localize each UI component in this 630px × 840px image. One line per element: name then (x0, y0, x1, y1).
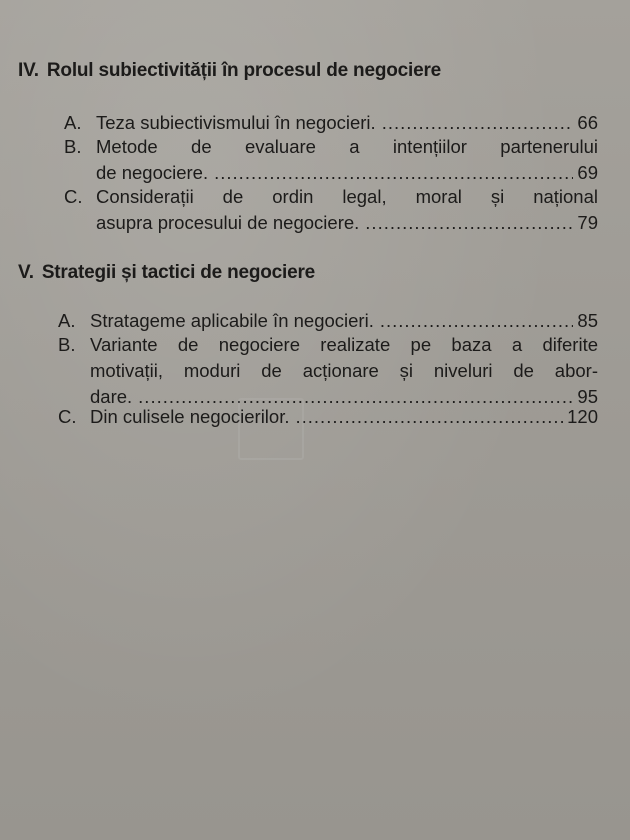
dot-leader (380, 308, 574, 334)
entry-text-line: asupra procesului de negociere. (96, 212, 360, 233)
dot-leader (296, 404, 564, 430)
page-number: 66 (577, 112, 598, 133)
page-number: 120 (567, 406, 598, 427)
entry-letter: A. (64, 112, 82, 133)
toc-entry-iv-b (64, 134, 598, 186)
entry-text-line: dare. (90, 386, 133, 407)
toc-entry-iv-c (64, 184, 598, 236)
toc-entry-v-a (58, 308, 598, 334)
section-number: IV. (18, 60, 39, 81)
toc-entry-v-b (58, 332, 598, 410)
entry-letter: B. (58, 334, 76, 355)
section-title-text: Strategii și tactici de negociere (41, 262, 316, 283)
section-number: V. (18, 262, 34, 283)
entry-text-line: Metode de evaluare a intențiilor partenerului (96, 136, 598, 157)
entry-letter: B. (64, 136, 82, 157)
toc-entry-v-c (58, 404, 598, 430)
entry-letter: C. (64, 186, 83, 207)
section-title-text: Rolul subiectivității în procesul de negociere (46, 60, 442, 81)
page-number: 85 (577, 310, 598, 331)
dot-leader (214, 160, 573, 186)
section-title-iv (18, 60, 441, 82)
entry-letter: A. (58, 310, 76, 331)
page-number: 79 (577, 212, 598, 233)
entry-letter: C. (58, 406, 77, 427)
entry-text-line: de negociere. (96, 162, 209, 183)
toc-entry-iv-a (64, 110, 598, 136)
dot-leader (365, 210, 573, 236)
entry-text-line: Stratageme aplicabile în negocieri. (90, 310, 374, 331)
dot-leader (382, 110, 574, 136)
entry-text-line: Din culisele negocierilor. (90, 406, 290, 427)
entry-text-line: Variante de negociere realizate pe baza a diferite (90, 334, 598, 355)
page-number: 95 (577, 386, 598, 407)
entry-text-line: Considerații de ordin legal, moral și național (96, 186, 598, 207)
watermark-logo (238, 398, 304, 460)
entry-text-line: motivații, moduri de acționare și niveluri de abor- (90, 360, 598, 381)
page-number: 69 (577, 162, 598, 183)
section-title-v (18, 262, 315, 284)
entry-text-line: Teza subiectivismului în negocieri. (96, 112, 376, 133)
